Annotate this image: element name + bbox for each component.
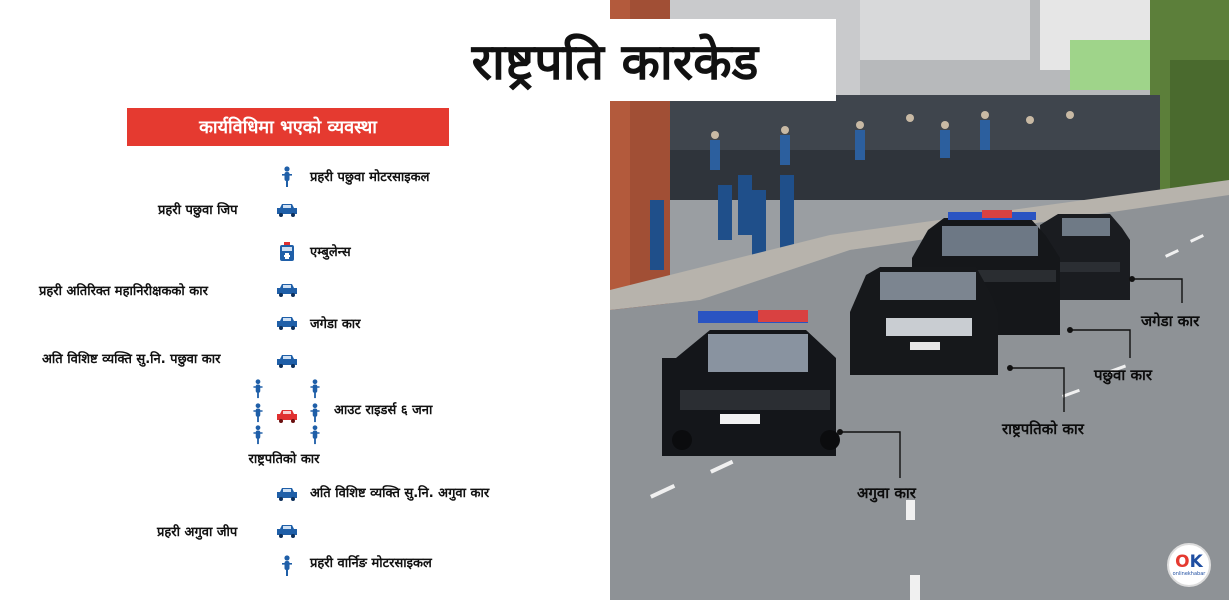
label-reserve-car: जगेडा कार — [310, 317, 361, 332]
motorcycle-icon — [252, 379, 264, 399]
motorcycle-icon — [309, 403, 321, 423]
logo-mark: OK — [1175, 551, 1203, 572]
photo-label-president-car: राष्ट्रपतिको कार — [1002, 420, 1084, 438]
car-icon — [276, 487, 298, 501]
logo-badge — [1167, 543, 1211, 587]
car-icon — [276, 283, 298, 297]
page-title-box — [394, 19, 836, 101]
car-icon — [276, 316, 298, 330]
car-icon — [276, 203, 298, 217]
label-vvip-front-car: अति विशिष्ट व्यक्ति सु.नि. अगुवा कार — [310, 486, 490, 501]
label-outriders: आउट राइडर्स ६ जना — [334, 403, 433, 418]
label-vvip-rear-car: अति विशिष्ट व्यक्ति सु.नि. पछुवा कार — [42, 352, 221, 367]
motorcycle-icon — [252, 425, 264, 445]
ambulance-icon — [278, 241, 296, 263]
car-icon — [276, 524, 298, 538]
label-aig-car: प्रहरी अतिरिक्त महानिरीक्षकको कार — [39, 284, 208, 299]
label-warning-motorcycle: प्रहरी वार्निङ मोटरसाइकल — [310, 556, 432, 571]
subtitle-banner: कार्यविधिमा भएको व्यवस्था — [127, 108, 449, 146]
label-president-car: राष्ट्रपतिको कार — [248, 452, 320, 467]
motorcycle-icon — [252, 403, 264, 423]
label-front-jeep: प्रहरी अगुवा जीप — [157, 525, 238, 540]
motorcycle-icon — [281, 555, 293, 577]
car-icon — [276, 354, 298, 368]
label-ambulance: एम्बुलेन्स — [310, 245, 351, 260]
label-rear-jeep: प्रहरी पछुवा जिप — [158, 203, 238, 218]
motorcycle-icon — [281, 166, 293, 188]
motorcycle-icon — [309, 379, 321, 399]
logo-site: onlinekhabar — [1172, 570, 1206, 577]
motorcycle-icon — [309, 425, 321, 445]
photo-label-front-car: अगुवा कार — [857, 484, 916, 502]
page-title: राष्ट्रपति कारकेड — [471, 33, 759, 91]
photo-label-rear-car: पछुवा कार — [1094, 366, 1153, 384]
label-rear-motorcycle: प्रहरी पछुवा मोटरसाइकल — [310, 170, 430, 185]
photo-label-reserve-car: जगेडा कार — [1141, 312, 1200, 330]
president-car-icon — [276, 409, 298, 423]
